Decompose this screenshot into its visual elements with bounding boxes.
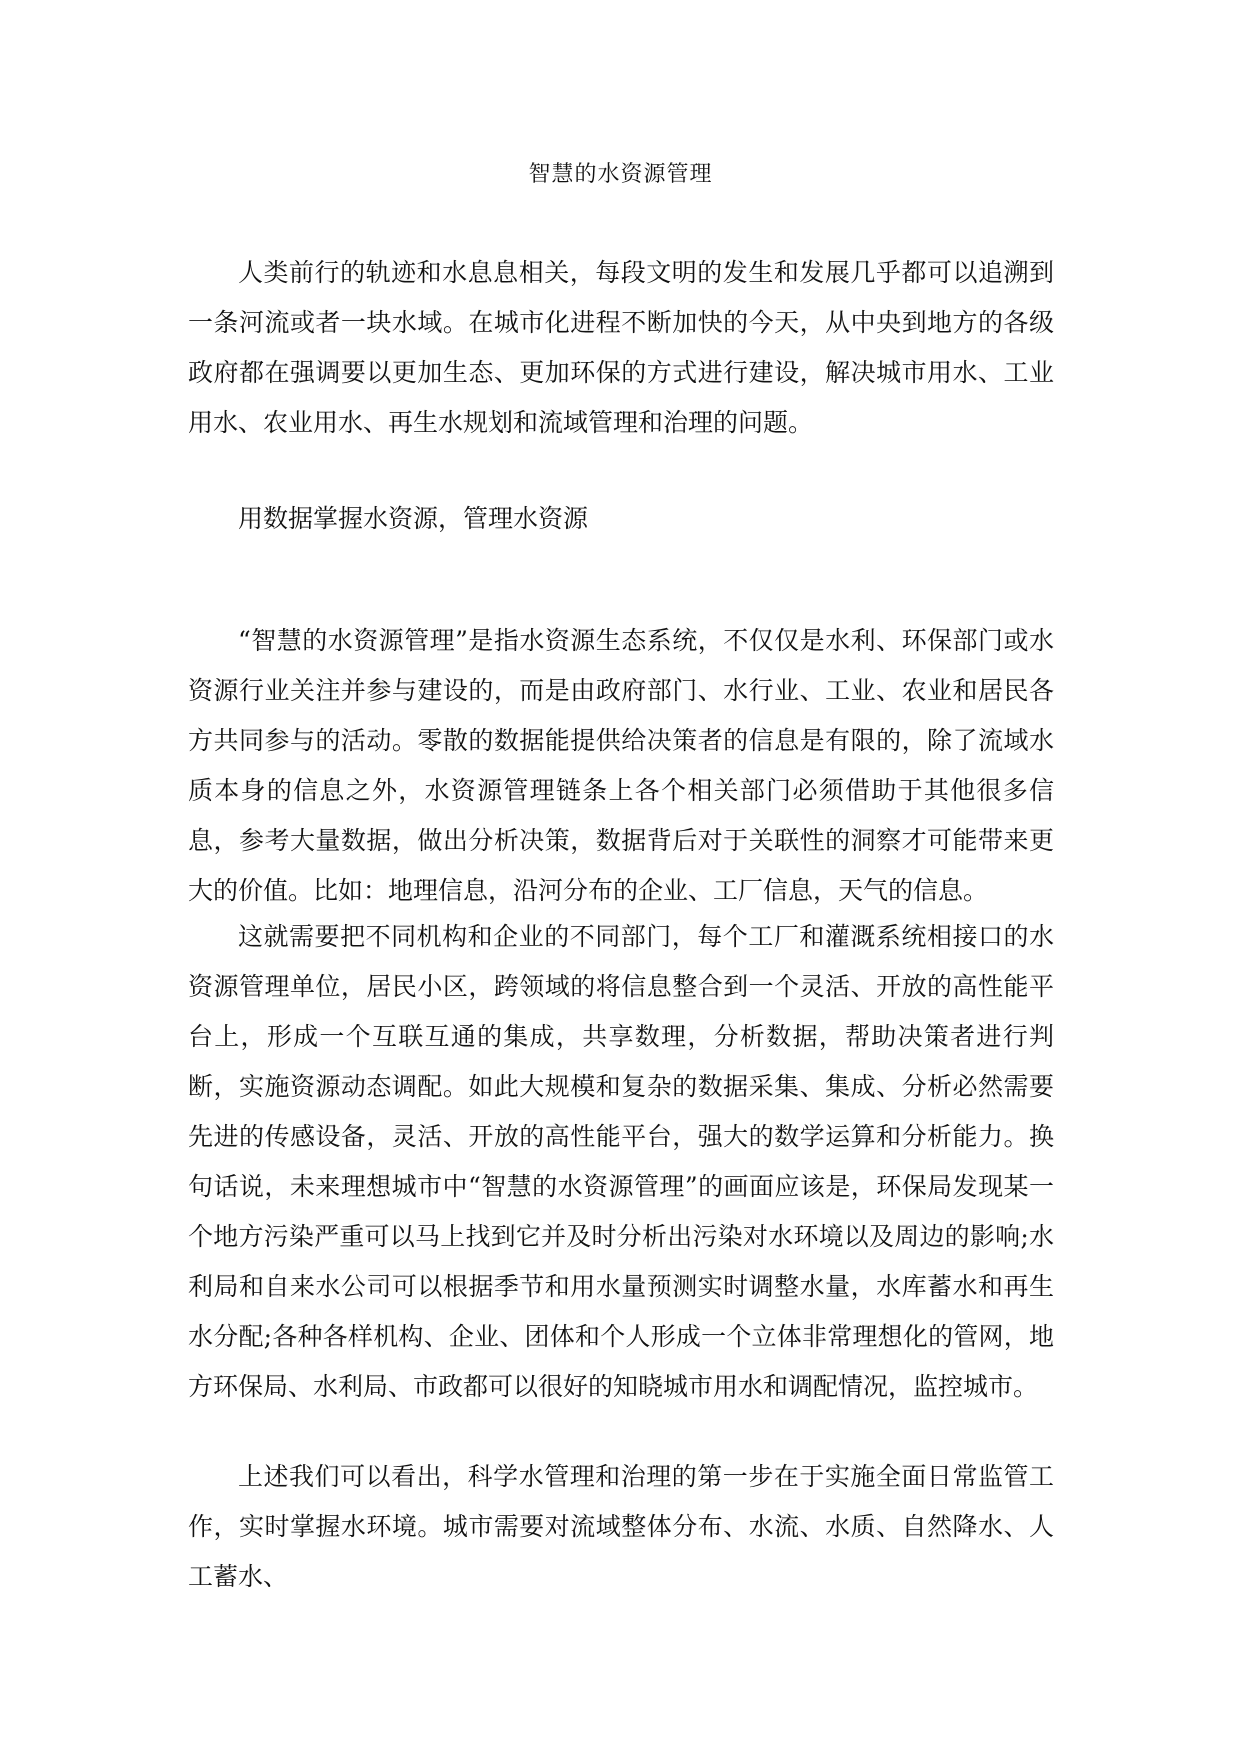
paragraph-definition: “智慧的水资源管理”是指水资源生态系统，不仅仅是水利、环保部门或水资源行业关注并参与建设的，而是由政府部门、水行业、工业、农业和居民各方共同参与的活动。零散的数据能提供给决策者的信息是有限的，除了流域水质本身的信息之外，水资源管理链条上各个相关部门必须借助于其他很多信息，参考大量数据，做出分析决策，数据背后对于关联性的洞察才可能带来更大的价值。比如：地理信息，沿河分布的企业、工厂信息，天气的信息。 (188, 626, 1054, 905)
document-title: 智慧的水资源管理 (528, 162, 713, 187)
paragraph-conclusion: 上述我们可以看出，科学水管理和治理的第一步在于实施全面日常监管工作，实时掌握水环境。城市需要对流域整体分布、水流、水质、自然降水、人工蓄水、 (188, 1462, 1054, 1591)
paragraph-intro: 人类前行的轨迹和水息息相关，每段文明的发生和发展几乎都可以追溯到一条河流或者一块水域。在城市化进程不断加快的今天，从中央到地方的各级政府都在强调要以更加生态、更加环保的方式进行建设，解决城市用水、工业用水、农业用水、再生水规划和流域管理和治理的问题。 (188, 258, 1054, 437)
paragraph-integration: 这就需要把不同机构和企业的不同部门，每个工厂和灌溉系统相接口的水资源管理单位，居民小区，跨领域的将信息整合到一个灵活、开放的高性能平台上，形成一个互联互通的集成，共享数理，分析数据，帮助决策者进行判断，实施资源动态调配。如此大规模和复杂的数据采集、集成、分析必然需要先进的传感设备，灵活、开放的高性能平台，强大的数学运算和分析能力。换句话说，未来理想城市中“智慧的水资源管理”的画面应该是，环保局发现某一个地方污染严重可以马上找到它并及时分析出污染对水环境以及周边的影响;水利局和自来水公司可以根据季节和用水量预测实时调整水量，水库蓄水和再生水分配;各种各样机构、企业、团体和个人形成一个立体非常理想化的管网，地方环保局、水利局、市政都可以很好的知晓城市用水和调配情况，监控城市。 (188, 922, 1054, 1401)
section-heading: 用数据掌握水资源，管理水资源 (238, 504, 589, 533)
